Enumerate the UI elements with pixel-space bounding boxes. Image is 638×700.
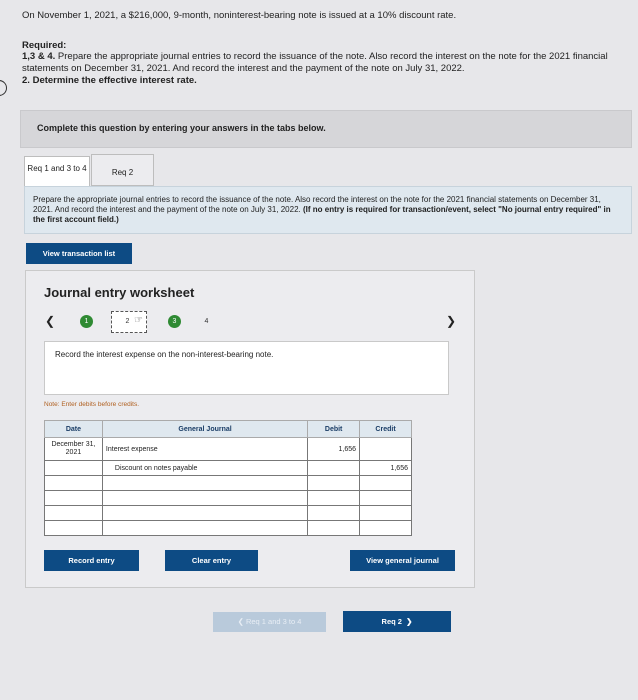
table-row	[45, 476, 412, 491]
table-row	[45, 461, 412, 476]
tab-label: Req 2	[111, 168, 134, 177]
table-row	[45, 521, 412, 536]
table-row	[45, 438, 412, 461]
tab-req-1-3-4[interactable]	[24, 156, 90, 186]
debit-credit-note: Note: Enter debits before credits.	[44, 401, 140, 408]
record-entry-button[interactable]: Record entry	[44, 550, 139, 571]
account-cell[interactable]: Interest expense	[102, 438, 307, 461]
debit-cell[interactable]	[308, 521, 360, 536]
journal-table	[44, 420, 412, 536]
required-heading: Required:	[22, 40, 67, 51]
tab-label: Req 1 and 3 to 4	[27, 164, 87, 173]
hand-cursor-icon: ☞	[134, 315, 143, 326]
req1-text: Prepare the appropriate journal entries to record the issuance of the note. Also record the interest on the note for the 2021 financial statements on December 31, 2021. And record the interest and the payment of the note on July 31, 2022.	[22, 51, 608, 74]
credit-cell[interactable]	[360, 506, 412, 521]
step-1[interactable]: 1	[80, 315, 93, 328]
credit-cell[interactable]: 1,656	[360, 461, 412, 476]
step-4[interactable]: 4	[204, 318, 209, 325]
worksheet-prompt-box	[44, 341, 449, 395]
view-transaction-list-button[interactable]: View transaction list	[26, 243, 132, 264]
debit-cell[interactable]	[308, 491, 360, 506]
table-row	[45, 506, 412, 521]
next-req-button[interactable]	[343, 611, 451, 632]
worksheet-title: Journal entry worksheet	[44, 285, 195, 300]
tab-description-note: (If no entry is required for transaction/event, select "No journal entry required" in the first account field.)	[33, 205, 611, 224]
prev-req-button[interactable]	[213, 612, 326, 632]
credit-header: Credit	[360, 421, 412, 438]
tab-description	[24, 186, 632, 234]
credit-cell[interactable]	[360, 521, 412, 536]
chevron-left-icon: ❮	[237, 617, 246, 626]
collapse-handle-icon[interactable]	[0, 80, 7, 96]
req2-text: Determine the effective interest rate.	[29, 75, 197, 86]
clear-entry-button[interactable]: Clear entry	[165, 550, 258, 571]
date-cell[interactable]	[45, 521, 103, 536]
chevron-left-icon[interactable]: ❮	[45, 314, 56, 328]
date-header: Date	[45, 421, 103, 438]
account-cell[interactable]	[102, 476, 307, 491]
credit-cell[interactable]	[360, 491, 412, 506]
account-header: General Journal	[102, 421, 307, 438]
credit-cell[interactable]	[360, 438, 412, 461]
date-cell[interactable]	[45, 506, 103, 521]
problem-intro: On November 1, 2021, a $216,000, 9-month, noninterest-bearing note is issued at a 10% discount rate.	[22, 10, 457, 21]
date-cell[interactable]	[45, 491, 103, 506]
prev-req-label: Req 1 and 3 to 4	[245, 617, 302, 626]
account-cell[interactable]	[102, 491, 307, 506]
account-cell[interactable]: Discount on notes payable	[102, 461, 307, 476]
tab-req-2[interactable]	[91, 154, 154, 186]
date-cell[interactable]	[45, 476, 103, 491]
debit-header: Debit	[308, 421, 360, 438]
step-2[interactable]: 2	[125, 318, 130, 325]
instruction-text: Complete this question by entering your answers in the tabs below.	[37, 123, 326, 133]
credit-cell[interactable]	[360, 476, 412, 491]
req1-prefix: 1,3 & 4.	[22, 51, 56, 62]
chevron-right-icon: ❯	[401, 617, 413, 626]
table-row	[45, 491, 412, 506]
date-cell[interactable]	[45, 461, 103, 476]
account-cell[interactable]	[102, 521, 307, 536]
req2-prefix: 2.	[22, 75, 30, 86]
debit-cell[interactable]: 1,656	[308, 438, 360, 461]
view-general-journal-button[interactable]: View general journal	[350, 550, 455, 571]
chevron-right-icon[interactable]: ❯	[446, 314, 457, 328]
next-req-label: Req 2	[381, 617, 402, 626]
debit-cell[interactable]	[308, 476, 360, 491]
date-cell[interactable]: December 31, 2021	[45, 438, 103, 461]
debit-cell[interactable]	[308, 461, 360, 476]
instruction-bar	[20, 110, 632, 148]
tab-description-text: Prepare the appropriate journal entries to record the issuance of the note. Also record the interest on the note for the 2021 financial statements on December 31, 2021. And record the interest and the payment of the note on July 31, 2022.	[33, 195, 601, 214]
debit-cell[interactable]	[308, 506, 360, 521]
account-cell[interactable]	[102, 506, 307, 521]
requirements-text	[22, 51, 626, 87]
worksheet-prompt: Record the interest expense on the non-interest-bearing note.	[55, 350, 274, 359]
step-3[interactable]: 3	[168, 315, 181, 328]
